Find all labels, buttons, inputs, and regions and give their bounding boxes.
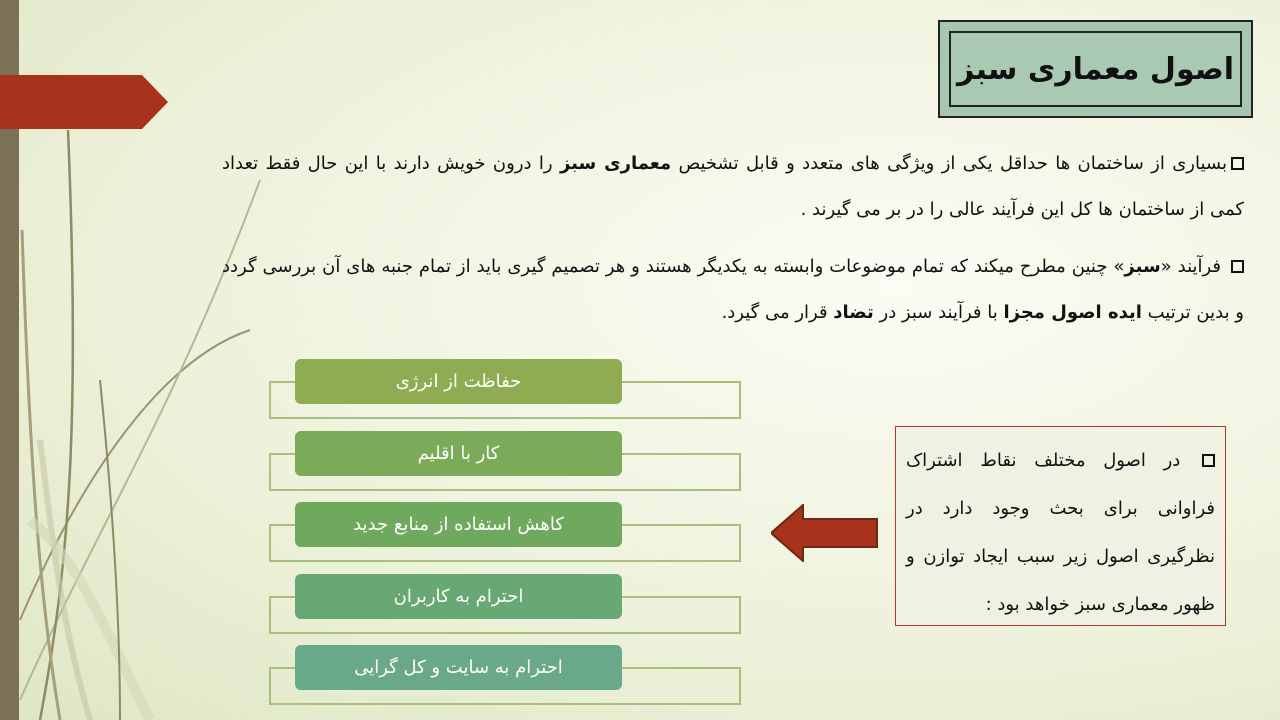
paragraph-1 [222,141,1244,233]
principle-item: کاهش استفاده از منابع جدید [295,502,622,547]
paragraph-2-bold-2: ایده اصول مجزا [1003,302,1142,323]
checkbox-bullet-icon [1231,260,1244,273]
principle-item: احترام به سایت و کل گرایی [295,645,622,690]
paragraph-2-bold-1: سبز [1124,256,1161,277]
principle-item: حفاظت از انرژی [295,359,622,404]
note-text: در اصول مختلف نقاط اشتراک فراوانی برای بحث وجود دارد در نظرگیری اصول زیر سبب ایجاد توازن و ظهور معماری سبز خواهد بود : [906,450,1215,615]
paragraph-1-text-end: را درون خویش دارند با این حال فقط تعداد کمی از ساختمان ها کل این فرآیند عالی را در بر می گیرند . [222,153,1244,220]
principle-item: احترام به کاربران [295,574,622,619]
checkbox-bullet-icon [1202,454,1215,467]
left-arrow-icon [771,504,879,562]
paragraph-2-text-2: » چنین مطرح میکند که تمام موضوعات وابسته به یکدیگر هستند و هر تصمیم گیری باید از تمام جنبه های آن بررسی گردد و بدین ترتیب [222,256,1244,323]
page-title: اصول معماری سبز [956,51,1235,87]
red-flag-shape [0,75,168,129]
paragraph-2 [222,244,1244,336]
paragraph-2-text-3: با فرآیند سبز در [873,302,1004,323]
paragraph-1-bold: معماری سبز [559,153,672,174]
paragraph-2-text-4: قرار می گیرد. [721,302,834,323]
paragraph-2-text-1: فرآیند « [1160,256,1227,277]
checkbox-bullet-icon [1231,157,1244,170]
title-inner-frame [949,31,1242,107]
note-box [895,426,1226,626]
title-frame [938,20,1253,118]
principle-item: کار با اقلیم [295,431,622,476]
paragraph-2-bold-3: تضاد [833,302,874,323]
paragraph-1-text: بسیاری از ساختمان ها حداقل یکی از ویژگی های متعدد و قابل تشخیص [671,153,1227,174]
